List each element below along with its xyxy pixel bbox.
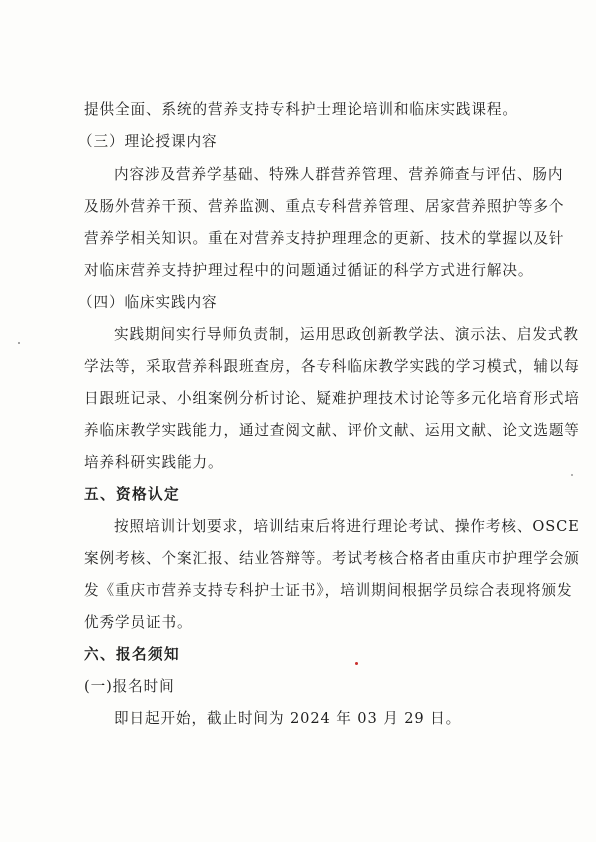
scan-speck xyxy=(18,342,20,344)
paragraph-line: 发《重庆市营养支持专科护士证书》，培训期间根据学员综合表现将颁发 xyxy=(84,582,573,599)
sub-heading: (一)报名时间 xyxy=(84,678,175,695)
paragraph-line: 日跟班记录、小组案例分析讨论、疑难护理技术讨论等多元化培育形式培 xyxy=(84,390,580,407)
paragraph-line: 及肠外营养干预、营养监测、重点专科营养管理、居家营养照护等多个 xyxy=(84,198,565,215)
paragraph-line: 培养科研实践能力。 xyxy=(84,454,224,471)
paragraph-line: 案例考核、个案汇报、结业答辩等。考试考核合格者由重庆市护理学会颁 xyxy=(84,550,580,567)
paragraph-line: 按照培训计划要求，培训结束后将进行理论考试、操作考核、OSCE xyxy=(114,518,580,535)
paragraph-line: 优秀学员证书。 xyxy=(84,614,193,631)
section-heading: （四）临床实践内容 xyxy=(78,294,218,311)
paragraph-line: 对临床营养支持护理过程中的问题通过循证的科学方式进行解决。 xyxy=(84,262,534,279)
paragraph-line: 营养学相关知识。重在对营养支持护理理念的更新、技术的掌握以及针 xyxy=(84,230,565,247)
paragraph-line: 学法等，采取营养科跟班查房，各专科临床教学实践的学习模式，辅以每 xyxy=(84,358,580,375)
red-speck xyxy=(355,662,358,665)
paragraph-line: 内容涉及营养学基础、特殊人群营养管理、营养筛查与评估、肠内 xyxy=(114,166,564,183)
paragraph-line: 提供全面、系统的营养支持专科护士理论培训和临床实践课程。 xyxy=(84,101,518,118)
paragraph-line: 即日起开始，截止时间为 2024 年 03 月 29 日。 xyxy=(114,710,462,727)
section-title: 六、报名须知 xyxy=(84,646,180,663)
section-heading: （三）理论授课内容 xyxy=(78,133,218,150)
section-title: 五、资格认定 xyxy=(84,486,180,503)
paragraph-line: 实践期间实行导师负责制，运用思政创新教学法、演示法、启发式教 xyxy=(114,326,579,343)
scan-speck xyxy=(571,474,573,476)
paragraph-line: 养临床教学实践能力，通过查阅文献、评价文献、运用文献、论文选题等 xyxy=(84,422,580,439)
